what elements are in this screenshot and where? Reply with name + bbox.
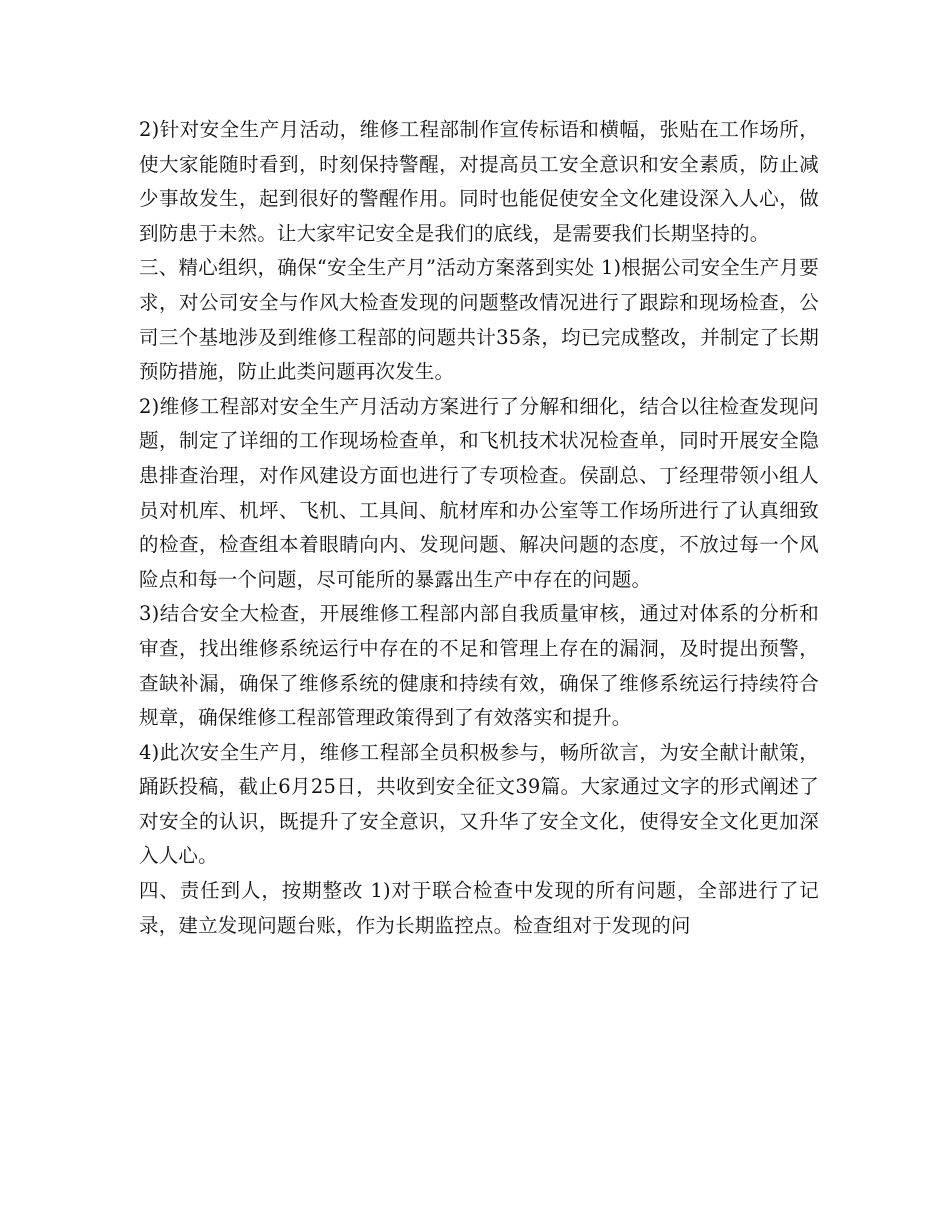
paragraph-quality-audit: 3)结合安全大检查，开展维修工程部内部自我质量审核，通过对体系的分析和审查，找出维修系统运行中存在的不足和管理上存在的漏洞，及时提出预警，查缺补漏，确保了维修系统的健康和持续有效，确保了维修系统运行持续符合规章，确保维修工程部管理政策得到了有效落实和提升。 [139, 602, 819, 730]
paragraph-propaganda: 2)针对安全生产月活动，维修工程部制作宣传标语和横幅，张贴在工作场所，使大家能随时看到，时刻保持警醒，对提高员工安全意识和安全素质，防止减少事故发生，起到很好的警醒作用。同时也能促使安全文化建设深入人心，做到防患于未然。让大家牢记安全是我们的底线，是需要我们长期坚持的。 [139, 118, 819, 245]
paragraph-section-four: 四、责任到人，按期整改 1)对于联合检查中发现的所有问题，全部进行了记录，建立发现问题台账，作为长期监控点。检查组对于发现的问 [139, 879, 819, 937]
paragraph-section-three: 三、精心组织，确保“安全生产月”活动方案落到实处 1)根据公司安全生产月要求，对公司安全与作风大检查发现的问题整改情况进行了跟踪和现场检查，公司三个基地涉及到维修工程部的问题共计35条，均已完成整改，并制定了长期预防措施，防止此类问题再次发生。 [139, 256, 819, 384]
document-body [139, 113, 819, 943]
paragraph-plan-breakdown: 2)维修工程部对安全生产月活动方案进行了分解和细化，结合以往检查发现问题，制定了详细的工作现场检查单，和飞机技术状况检查单，同时开展安全隐患排查治理，对作风建设方面也进行了专项检查。侯副总、丁经理带领小组人员对机库、机坪、飞机、工具间、航材库和办公室等工作场所进行了认真细致的检查，检查组本着眼睛向内、发现问题、解决问题的态度，不放过每一个风险点和每一个问题，尽可能所的暴露出生产中存在的问题。 [139, 394, 819, 591]
paragraph-safety-essays: 4)此次安全生产月，维修工程部全员积极参与，畅所欲言，为安全献计献策，踊跃投稿，截止6月25日，共收到安全征文39篇。大家通过文字的形式阐述了对安全的认识，既提升了安全意识，又升华了安全文化，使得安全文化更加深入人心。 [139, 740, 819, 868]
